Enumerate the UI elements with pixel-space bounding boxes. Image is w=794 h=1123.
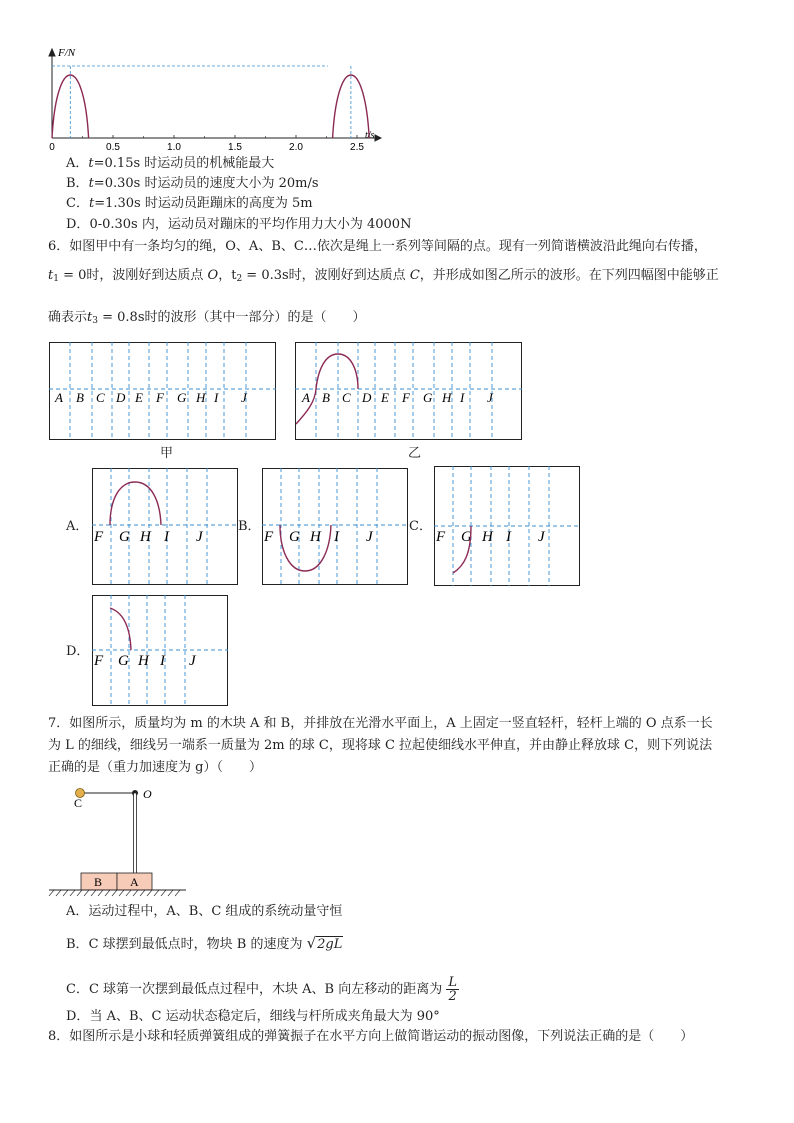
wave-curve xyxy=(110,482,161,525)
hatch-stroke xyxy=(56,890,61,896)
point-label-I: I xyxy=(506,529,511,545)
point-label-H: H xyxy=(482,529,493,545)
q5-option-d[interactable]: D．0-0.30s 内，运动员对蹦床的平均作用力大小为 4000N xyxy=(66,217,412,232)
point-label-C: C xyxy=(96,390,105,405)
fraction-l-over-2: $\frac{L}{2}$ xyxy=(448,975,458,1004)
hatch-stroke xyxy=(154,890,159,896)
point-label-J: J xyxy=(538,529,545,545)
y-axis-arrow xyxy=(49,49,55,56)
hatch-stroke xyxy=(126,890,131,896)
point-label-H: H xyxy=(310,529,321,545)
q7-option-d[interactable]: D．当 A、B、C 运动状态稳定后，细线与杆所成夹角最大为 90° xyxy=(66,1009,440,1024)
point-label-G: G xyxy=(118,653,129,669)
hatch-stroke xyxy=(84,890,89,896)
point-label-H: H xyxy=(196,390,206,405)
frame xyxy=(93,596,228,706)
label-b: B xyxy=(94,875,103,889)
point-label-D: D xyxy=(116,390,126,405)
wave-curve xyxy=(110,608,131,650)
point-label-C: C xyxy=(342,390,351,405)
q6-option-d-figure[interactable] xyxy=(92,595,228,706)
hatch-stroke xyxy=(112,890,117,896)
point-label-F: F xyxy=(402,390,410,405)
q6-stem-line2: $t_1 = 0$时，波刚好到达质点 O，$t_2 = 0.3s$时，波刚好到达质点 C，并形成如图乙所示的波形。在下列四幅图中能够正 xyxy=(48,268,719,284)
x-tick-label: 0 xyxy=(49,142,55,152)
hatch-stroke xyxy=(161,890,166,896)
frame xyxy=(93,469,238,585)
point-label-D: D xyxy=(362,390,372,405)
label-o: O xyxy=(143,787,152,801)
point-label-H: H xyxy=(442,390,452,405)
point-label-I: I xyxy=(214,390,219,405)
hatch-stroke xyxy=(91,890,96,896)
point-label-I: I xyxy=(164,529,169,545)
point-label-A: A xyxy=(55,390,63,405)
q6-option-a-figure[interactable] xyxy=(92,468,238,585)
x-tick-label: 1.5 xyxy=(228,142,242,152)
hatch-stroke xyxy=(70,890,75,896)
point-label-E: E xyxy=(381,390,389,405)
point-label-J: J xyxy=(189,653,196,669)
point-label-I: I xyxy=(160,653,165,669)
x-tick-label: 0.5 xyxy=(106,142,120,152)
figure-yi xyxy=(295,342,522,440)
q8-stem-line1: 8．如图所示是小球和轻质弹簧组成的弹簧振子在水平方向上做简谐运动的振动图像，下列说法正确的是（ ） xyxy=(48,1029,694,1044)
ground-hatch xyxy=(49,890,180,896)
q5-option-b[interactable]: B．t=0.30s 时运动员的速度大小为 20m/s xyxy=(66,176,319,191)
point-label-F: F xyxy=(264,529,274,545)
hatch-stroke xyxy=(98,890,103,896)
figure-yi-caption: 乙 xyxy=(408,446,422,461)
point-label-G: G xyxy=(423,390,433,405)
hatch-stroke xyxy=(77,890,82,896)
q7-option-a[interactable]: A．运动过程中，A、B、C 组成的系统动量守恒 xyxy=(66,904,343,919)
wave-curve xyxy=(280,525,331,571)
q5-option-a[interactable]: A．t=0.15s 时运动员的机械能最大 xyxy=(66,156,275,171)
x-tick-label: 2.5 xyxy=(350,142,364,152)
point-label-B: B xyxy=(322,390,330,405)
point-label-F: F xyxy=(94,653,104,669)
point-label-I: I xyxy=(460,390,465,405)
point-label-G: G xyxy=(119,529,130,545)
hatch-stroke xyxy=(147,890,152,896)
force-time-chart xyxy=(40,40,400,152)
x-axis-arrow xyxy=(375,135,381,141)
point-label-G: G xyxy=(461,529,472,545)
pendulum-figure xyxy=(44,780,194,898)
point-label-F: F xyxy=(94,529,104,545)
hatch-stroke xyxy=(140,890,145,896)
figure-jia xyxy=(49,342,276,440)
q5-option-c[interactable]: C．t=1.30s 时运动员距蹦床的高度为 5m xyxy=(66,196,313,211)
hatch-stroke xyxy=(105,890,110,896)
q7-option-c[interactable]: C．C 球第一次摆到最低点过程中，木块 A、B 向左移动的距离为 $\frac{L}{2}$ xyxy=(66,975,458,1004)
point-label-J: J xyxy=(366,529,373,545)
q6-option-c-label[interactable]: C． xyxy=(409,519,432,534)
point-label-F: F xyxy=(436,529,446,545)
figure-jia-caption: 甲 xyxy=(160,446,174,461)
y-axis-label: F/N xyxy=(58,47,76,59)
point-label-J: J xyxy=(487,390,493,405)
point-label-H: H xyxy=(140,529,151,545)
vertical-rod xyxy=(134,793,137,874)
q7-stem-line2: 为 L 的细线，细线另一端系一质量为 2m 的球 C，现将球 C 拉起使细线水平伸直，并由静止释放球 C，则下列说法 xyxy=(48,738,713,753)
q7-stem-line3: 正确的是（重力加速度为 g）（ ） xyxy=(48,760,262,775)
q6-option-b-label[interactable]: B． xyxy=(238,519,261,534)
point-label-G: G xyxy=(177,390,187,405)
q6-stem-line3: 确表示$t_3 = 0.8s$时的波形（其中一部分）的是（ ） xyxy=(48,310,366,326)
label-c: C xyxy=(74,796,83,810)
frame xyxy=(263,469,408,585)
x-tick-label: 1.0 xyxy=(167,142,181,152)
q7-option-b[interactable]: B．C 球摆到最低点时，物块 B 的速度为 √2gL xyxy=(66,934,343,952)
q7-stem-line1: 7．如图所示，质量均为 m 的木块 A 和 B，并排放在光滑水平面上，A 上固定一竖直轻杆，轻杆上端的 O 点系一长 xyxy=(48,716,713,731)
point-label-J: J xyxy=(241,390,247,405)
q6-option-d-label[interactable]: D． xyxy=(66,644,90,659)
hatch-stroke xyxy=(175,890,180,896)
q6-stem-line1: 6．如图甲中有一条均匀的绳，O、A、B、C…依次是绳上一系列等间隔的点。现有一列简谐横波沿此绳向右传播， xyxy=(48,239,707,254)
x-tick-label: 2.0 xyxy=(289,142,303,152)
point-label-B: B xyxy=(76,390,84,405)
label-a: A xyxy=(130,875,139,889)
hatch-stroke xyxy=(133,890,138,896)
hatch-stroke xyxy=(168,890,173,896)
sqrt-expression: √2gL xyxy=(306,934,343,952)
hatch-stroke xyxy=(63,890,68,896)
q6-option-a-label[interactable]: A． xyxy=(66,519,89,534)
x-axis-label: t/s xyxy=(365,130,375,141)
point-label-I: I xyxy=(334,529,339,545)
point-label-E: E xyxy=(135,390,143,405)
hatch-stroke xyxy=(49,890,54,896)
q6-option-c-figure[interactable] xyxy=(434,466,580,586)
point-label-J: J xyxy=(196,529,203,545)
point-label-A: A xyxy=(302,390,310,405)
point-label-F: F xyxy=(156,390,164,405)
point-label-H: H xyxy=(138,653,149,669)
point-label-G: G xyxy=(289,529,300,545)
q6-option-b-figure[interactable] xyxy=(262,468,408,585)
hatch-stroke xyxy=(119,890,124,896)
